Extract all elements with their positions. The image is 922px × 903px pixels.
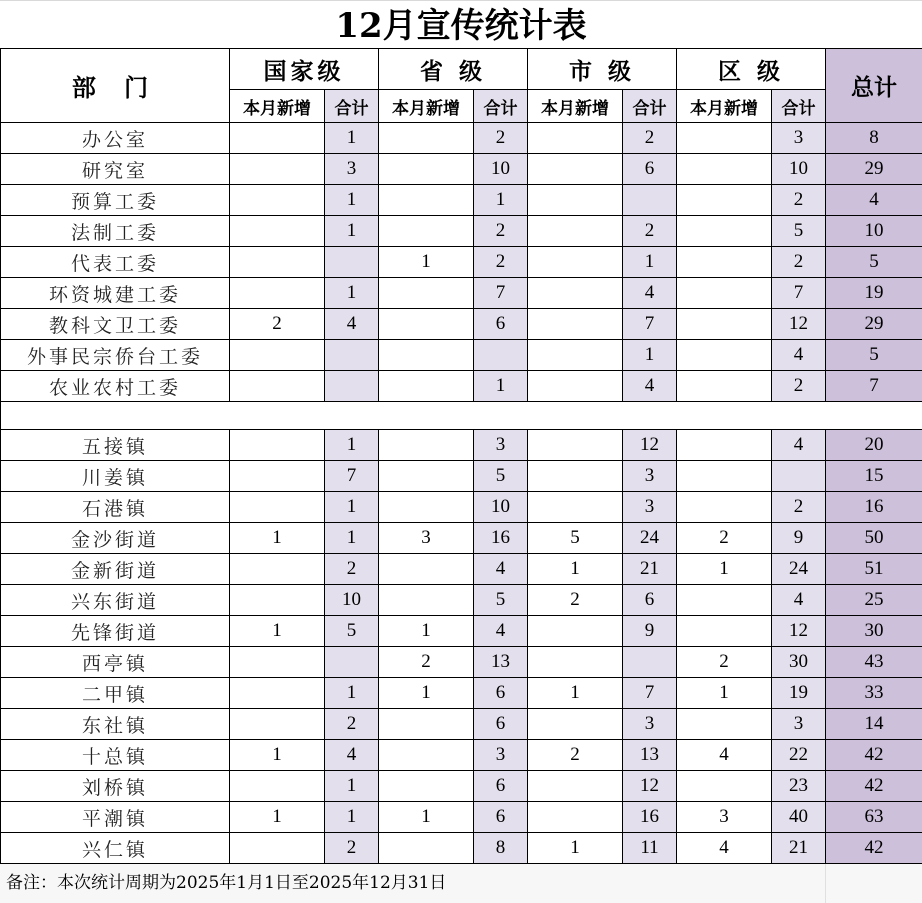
district-sum-cell[interactable]: 12 bbox=[772, 309, 826, 340]
district-sum-cell[interactable]: 4 bbox=[772, 340, 826, 371]
city-sum-cell[interactable]: 16 bbox=[623, 802, 677, 833]
province-new-cell[interactable] bbox=[379, 278, 474, 309]
district-new-cell[interactable] bbox=[677, 492, 772, 523]
city-new-cell[interactable]: 1 bbox=[528, 554, 623, 585]
national-sum-cell[interactable] bbox=[325, 247, 379, 278]
province-new-cell[interactable] bbox=[379, 709, 474, 740]
city-new-cell[interactable] bbox=[528, 247, 623, 278]
total-cell[interactable]: 51 bbox=[826, 554, 922, 585]
city-sum-cell[interactable]: 2 bbox=[623, 216, 677, 247]
district-new-cell[interactable] bbox=[677, 709, 772, 740]
district-new-cell[interactable]: 4 bbox=[677, 740, 772, 771]
dept-cell[interactable]: 石港镇 bbox=[1, 492, 230, 523]
city-sum-cell[interactable]: 13 bbox=[623, 740, 677, 771]
national-sum-cell[interactable]: 1 bbox=[325, 123, 379, 154]
city-sum-cell[interactable]: 21 bbox=[623, 554, 677, 585]
city-sum-cell[interactable]: 24 bbox=[623, 523, 677, 554]
national-sum-cell[interactable]: 1 bbox=[325, 802, 379, 833]
national-sum-cell[interactable]: 4 bbox=[325, 309, 379, 340]
table-row bbox=[1, 340, 922, 371]
national-new-cell[interactable] bbox=[230, 340, 325, 371]
district-new-cell[interactable] bbox=[677, 340, 772, 371]
national-sum-cell[interactable]: 7 bbox=[325, 461, 379, 492]
province-new-cell[interactable] bbox=[379, 185, 474, 216]
national-sum-cell[interactable]: 4 bbox=[325, 740, 379, 771]
total-cell[interactable]: 30 bbox=[826, 616, 922, 647]
district-new-cell[interactable] bbox=[677, 616, 772, 647]
national-sum-cell[interactable]: 5 bbox=[325, 616, 379, 647]
city-sum-cell[interactable]: 12 bbox=[623, 430, 677, 461]
dept-cell[interactable]: 先锋街道 bbox=[1, 616, 230, 647]
dept-cell[interactable]: 教科文卫工委 bbox=[1, 309, 230, 340]
city-sum-cell[interactable]: 1 bbox=[623, 247, 677, 278]
province-sum-cell[interactable]: 1 bbox=[474, 185, 528, 216]
table-row bbox=[1, 461, 922, 492]
province-new-cell[interactable]: 1 bbox=[379, 616, 474, 647]
city-sum-cell[interactable] bbox=[623, 185, 677, 216]
city-sum-cell[interactable]: 9 bbox=[623, 616, 677, 647]
table-row bbox=[1, 740, 922, 771]
table-row bbox=[1, 154, 922, 185]
district-sum-cell[interactable]: 7 bbox=[772, 278, 826, 309]
city-sum-cell[interactable]: 7 bbox=[623, 678, 677, 709]
province-sum-cell[interactable] bbox=[474, 340, 528, 371]
header-dept: 部 门 bbox=[1, 49, 230, 123]
province-sum-cell[interactable]: 10 bbox=[474, 492, 528, 523]
district-sum-cell[interactable]: 2 bbox=[772, 492, 826, 523]
city-new-cell[interactable] bbox=[528, 340, 623, 371]
province-sum-cell[interactable]: 6 bbox=[474, 709, 528, 740]
province-sum-cell[interactable]: 10 bbox=[474, 154, 528, 185]
dept-cell[interactable]: 川姜镇 bbox=[1, 461, 230, 492]
national-new-cell[interactable]: 1 bbox=[230, 616, 325, 647]
national-new-cell[interactable] bbox=[230, 247, 325, 278]
stats-table bbox=[0, 48, 922, 864]
city-new-cell[interactable] bbox=[528, 185, 623, 216]
national-new-cell[interactable] bbox=[230, 678, 325, 709]
province-sum-cell[interactable]: 16 bbox=[474, 523, 528, 554]
dept-cell[interactable]: 东社镇 bbox=[1, 709, 230, 740]
header-province-sum: 合计 bbox=[474, 90, 528, 123]
city-new-cell[interactable] bbox=[528, 616, 623, 647]
table-row bbox=[1, 123, 922, 154]
total-cell[interactable]: 8 bbox=[826, 123, 922, 154]
total-cell[interactable]: 19 bbox=[826, 278, 922, 309]
district-new-cell[interactable] bbox=[677, 771, 772, 802]
province-new-cell[interactable] bbox=[379, 216, 474, 247]
national-new-cell[interactable] bbox=[230, 585, 325, 616]
national-new-cell[interactable]: 1 bbox=[230, 523, 325, 554]
province-new-cell[interactable]: 2 bbox=[379, 647, 474, 678]
national-sum-cell[interactable]: 10 bbox=[325, 585, 379, 616]
dept-cell[interactable]: 研究室 bbox=[1, 154, 230, 185]
city-new-cell[interactable] bbox=[528, 430, 623, 461]
district-sum-cell[interactable]: 12 bbox=[772, 616, 826, 647]
district-sum-cell[interactable]: 2 bbox=[772, 371, 826, 402]
city-sum-cell[interactable]: 4 bbox=[623, 371, 677, 402]
national-new-cell[interactable] bbox=[230, 154, 325, 185]
total-cell[interactable]: 50 bbox=[826, 523, 922, 554]
city-new-cell[interactable]: 5 bbox=[528, 523, 623, 554]
province-sum-cell[interactable]: 7 bbox=[474, 278, 528, 309]
national-new-cell[interactable] bbox=[230, 771, 325, 802]
dept-cell[interactable]: 刘桥镇 bbox=[1, 771, 230, 802]
table-row bbox=[1, 371, 922, 402]
table-row bbox=[1, 709, 922, 740]
province-new-cell[interactable] bbox=[379, 430, 474, 461]
district-new-cell[interactable] bbox=[677, 461, 772, 492]
district-sum-cell[interactable]: 3 bbox=[772, 709, 826, 740]
city-new-cell[interactable] bbox=[528, 709, 623, 740]
dept-cell[interactable]: 平潮镇 bbox=[1, 802, 230, 833]
province-sum-cell[interactable]: 5 bbox=[474, 585, 528, 616]
dept-cell[interactable]: 五接镇 bbox=[1, 430, 230, 461]
table-body bbox=[1, 123, 922, 864]
dept-cell[interactable]: 法制工委 bbox=[1, 216, 230, 247]
national-sum-cell[interactable]: 1 bbox=[325, 278, 379, 309]
province-new-cell[interactable] bbox=[379, 585, 474, 616]
table-row bbox=[1, 278, 922, 309]
province-sum-cell[interactable]: 4 bbox=[474, 554, 528, 585]
dept-cell[interactable]: 兴东街道 bbox=[1, 585, 230, 616]
header-city-sum: 合计 bbox=[623, 90, 677, 123]
district-new-cell[interactable]: 2 bbox=[677, 647, 772, 678]
province-new-cell[interactable] bbox=[379, 123, 474, 154]
dept-cell[interactable]: 环资城建工委 bbox=[1, 278, 230, 309]
province-new-cell[interactable] bbox=[379, 771, 474, 802]
district-new-cell[interactable] bbox=[677, 585, 772, 616]
province-new-cell[interactable] bbox=[379, 371, 474, 402]
dept-cell[interactable]: 金新街道 bbox=[1, 554, 230, 585]
district-new-cell[interactable]: 3 bbox=[677, 802, 772, 833]
total-cell[interactable]: 42 bbox=[826, 833, 922, 864]
national-new-cell[interactable] bbox=[230, 833, 325, 864]
district-new-cell[interactable] bbox=[677, 309, 772, 340]
province-new-cell[interactable] bbox=[379, 492, 474, 523]
header-province-new: 本月新增 bbox=[379, 90, 474, 123]
district-sum-cell[interactable] bbox=[772, 461, 826, 492]
national-new-cell[interactable] bbox=[230, 278, 325, 309]
national-sum-cell[interactable]: 1 bbox=[325, 771, 379, 802]
table-row bbox=[1, 523, 922, 554]
province-sum-cell[interactable]: 1 bbox=[474, 371, 528, 402]
total-cell[interactable]: 14 bbox=[826, 709, 922, 740]
city-new-cell[interactable] bbox=[528, 309, 623, 340]
district-sum-cell[interactable]: 40 bbox=[772, 802, 826, 833]
district-sum-cell[interactable]: 5 bbox=[772, 216, 826, 247]
national-sum-cell[interactable]: 1 bbox=[325, 216, 379, 247]
city-sum-cell[interactable]: 3 bbox=[623, 709, 677, 740]
province-sum-cell[interactable]: 3 bbox=[474, 430, 528, 461]
city-new-cell[interactable]: 2 bbox=[528, 740, 623, 771]
province-sum-cell[interactable]: 6 bbox=[474, 309, 528, 340]
dept-cell[interactable]: 代表工委 bbox=[1, 247, 230, 278]
total-cell[interactable]: 43 bbox=[826, 647, 922, 678]
dept-cell[interactable]: 兴仁镇 bbox=[1, 833, 230, 864]
district-new-cell[interactable] bbox=[677, 430, 772, 461]
national-sum-cell[interactable]: 1 bbox=[325, 185, 379, 216]
district-sum-cell[interactable]: 3 bbox=[772, 123, 826, 154]
province-sum-cell[interactable]: 8 bbox=[474, 833, 528, 864]
table-row bbox=[1, 771, 922, 802]
province-new-cell[interactable]: 3 bbox=[379, 523, 474, 554]
city-new-cell[interactable] bbox=[528, 154, 623, 185]
header-total: 总计 bbox=[826, 49, 922, 123]
total-cell[interactable]: 4 bbox=[826, 185, 922, 216]
city-sum-cell[interactable]: 4 bbox=[623, 278, 677, 309]
national-sum-cell[interactable]: 1 bbox=[325, 523, 379, 554]
national-new-cell[interactable] bbox=[230, 123, 325, 154]
header-province: 省 级 bbox=[379, 49, 528, 90]
city-new-cell[interactable]: 2 bbox=[528, 585, 623, 616]
separator-cell bbox=[1, 402, 922, 430]
district-sum-cell[interactable]: 22 bbox=[772, 740, 826, 771]
city-new-cell[interactable] bbox=[528, 371, 623, 402]
city-new-cell[interactable] bbox=[528, 771, 623, 802]
district-sum-cell[interactable]: 2 bbox=[772, 185, 826, 216]
province-new-cell[interactable]: 1 bbox=[379, 678, 474, 709]
table-row bbox=[1, 585, 922, 616]
national-new-cell[interactable]: 1 bbox=[230, 740, 325, 771]
total-cell[interactable]: 42 bbox=[826, 771, 922, 802]
district-sum-cell[interactable]: 24 bbox=[772, 554, 826, 585]
province-sum-cell[interactable]: 2 bbox=[474, 123, 528, 154]
national-new-cell[interactable] bbox=[230, 371, 325, 402]
table-row bbox=[1, 554, 922, 585]
table-row bbox=[1, 616, 922, 647]
city-new-cell[interactable]: 1 bbox=[528, 833, 623, 864]
province-sum-cell[interactable]: 6 bbox=[474, 771, 528, 802]
footnote: 备注：本次统计周期为2025年1月1日至2025年12月31日 bbox=[0, 864, 922, 903]
district-new-cell[interactable] bbox=[677, 247, 772, 278]
national-new-cell[interactable] bbox=[230, 216, 325, 247]
province-new-cell[interactable] bbox=[379, 740, 474, 771]
city-sum-cell[interactable]: 6 bbox=[623, 154, 677, 185]
district-sum-cell[interactable]: 10 bbox=[772, 154, 826, 185]
total-cell[interactable]: 29 bbox=[826, 154, 922, 185]
city-sum-cell[interactable]: 12 bbox=[623, 771, 677, 802]
district-sum-cell[interactable]: 19 bbox=[772, 678, 826, 709]
national-new-cell[interactable]: 1 bbox=[230, 802, 325, 833]
total-cell[interactable]: 5 bbox=[826, 247, 922, 278]
national-new-cell[interactable]: 2 bbox=[230, 309, 325, 340]
national-sum-cell[interactable]: 2 bbox=[325, 554, 379, 585]
city-sum-cell[interactable]: 3 bbox=[623, 461, 677, 492]
table-row bbox=[1, 492, 922, 523]
total-cell[interactable]: 5 bbox=[826, 340, 922, 371]
national-new-cell[interactable] bbox=[230, 185, 325, 216]
district-new-cell[interactable]: 4 bbox=[677, 833, 772, 864]
province-new-cell[interactable] bbox=[379, 833, 474, 864]
dept-cell[interactable]: 办公室 bbox=[1, 123, 230, 154]
city-new-cell[interactable] bbox=[528, 647, 623, 678]
city-sum-cell[interactable]: 11 bbox=[623, 833, 677, 864]
city-new-cell[interactable] bbox=[528, 123, 623, 154]
national-sum-cell[interactable]: 1 bbox=[325, 430, 379, 461]
district-sum-cell[interactable]: 21 bbox=[772, 833, 826, 864]
city-new-cell[interactable] bbox=[528, 461, 623, 492]
district-sum-cell[interactable]: 4 bbox=[772, 430, 826, 461]
province-new-cell[interactable]: 1 bbox=[379, 247, 474, 278]
separator-row bbox=[1, 402, 922, 430]
national-new-cell[interactable] bbox=[230, 492, 325, 523]
table-row bbox=[1, 678, 922, 709]
city-new-cell[interactable] bbox=[528, 492, 623, 523]
district-new-cell[interactable] bbox=[677, 185, 772, 216]
national-new-cell[interactable] bbox=[230, 647, 325, 678]
header-district-new: 本月新增 bbox=[677, 90, 772, 123]
district-sum-cell[interactable]: 2 bbox=[772, 247, 826, 278]
city-sum-cell[interactable] bbox=[623, 647, 677, 678]
district-new-cell[interactable]: 1 bbox=[677, 678, 772, 709]
header-district-sum: 合计 bbox=[772, 90, 826, 123]
header-national-new: 本月新增 bbox=[230, 90, 325, 123]
province-sum-cell[interactable]: 5 bbox=[474, 461, 528, 492]
province-sum-cell[interactable]: 13 bbox=[474, 647, 528, 678]
national-sum-cell[interactable]: 2 bbox=[325, 833, 379, 864]
total-cell[interactable]: 16 bbox=[826, 492, 922, 523]
province-new-cell[interactable]: 1 bbox=[379, 802, 474, 833]
city-new-cell[interactable]: 1 bbox=[528, 678, 623, 709]
national-new-cell[interactable] bbox=[230, 430, 325, 461]
national-new-cell[interactable] bbox=[230, 709, 325, 740]
city-sum-cell[interactable]: 3 bbox=[623, 492, 677, 523]
city-sum-cell[interactable]: 6 bbox=[623, 585, 677, 616]
total-cell[interactable]: 20 bbox=[826, 430, 922, 461]
total-cell[interactable]: 33 bbox=[826, 678, 922, 709]
total-cell[interactable]: 29 bbox=[826, 309, 922, 340]
total-cell[interactable]: 7 bbox=[826, 371, 922, 402]
province-sum-cell[interactable]: 3 bbox=[474, 740, 528, 771]
province-sum-cell[interactable]: 6 bbox=[474, 678, 528, 709]
district-new-cell[interactable] bbox=[677, 371, 772, 402]
province-sum-cell[interactable]: 6 bbox=[474, 802, 528, 833]
district-new-cell[interactable]: 1 bbox=[677, 554, 772, 585]
sheet-title: 12月宣传统计表 bbox=[0, 0, 922, 48]
province-new-cell[interactable] bbox=[379, 340, 474, 371]
header-row-levels bbox=[1, 49, 922, 90]
total-cell[interactable]: 63 bbox=[826, 802, 922, 833]
national-new-cell[interactable] bbox=[230, 461, 325, 492]
district-sum-cell[interactable]: 30 bbox=[772, 647, 826, 678]
table-row bbox=[1, 309, 922, 340]
table-row bbox=[1, 185, 922, 216]
city-sum-cell[interactable]: 7 bbox=[623, 309, 677, 340]
table-row bbox=[1, 247, 922, 278]
national-sum-cell[interactable]: 1 bbox=[325, 492, 379, 523]
national-sum-cell[interactable] bbox=[325, 647, 379, 678]
national-sum-cell[interactable]: 1 bbox=[325, 678, 379, 709]
table-row bbox=[1, 216, 922, 247]
district-sum-cell[interactable]: 23 bbox=[772, 771, 826, 802]
city-new-cell[interactable] bbox=[528, 216, 623, 247]
province-new-cell[interactable] bbox=[379, 554, 474, 585]
national-sum-cell[interactable] bbox=[325, 371, 379, 402]
gridline bbox=[825, 864, 826, 903]
national-sum-cell[interactable]: 3 bbox=[325, 154, 379, 185]
dept-cell[interactable]: 预算工委 bbox=[1, 185, 230, 216]
dept-cell[interactable]: 农业农村工委 bbox=[1, 371, 230, 402]
province-new-cell[interactable] bbox=[379, 154, 474, 185]
table-row bbox=[1, 802, 922, 833]
city-new-cell[interactable] bbox=[528, 802, 623, 833]
dept-cell[interactable]: 十总镇 bbox=[1, 740, 230, 771]
national-new-cell[interactable] bbox=[230, 554, 325, 585]
national-sum-cell[interactable]: 2 bbox=[325, 709, 379, 740]
table-row bbox=[1, 430, 922, 461]
district-new-cell[interactable] bbox=[677, 154, 772, 185]
header-national: 国家级 bbox=[230, 49, 379, 90]
dept-cell[interactable]: 二甲镇 bbox=[1, 678, 230, 709]
city-sum-cell[interactable]: 2 bbox=[623, 123, 677, 154]
district-new-cell[interactable] bbox=[677, 123, 772, 154]
province-sum-cell[interactable]: 4 bbox=[474, 616, 528, 647]
total-cell[interactable]: 10 bbox=[826, 216, 922, 247]
province-sum-cell[interactable]: 2 bbox=[474, 216, 528, 247]
table-row bbox=[1, 833, 922, 864]
dept-cell[interactable]: 金沙街道 bbox=[1, 523, 230, 554]
district-sum-cell[interactable]: 4 bbox=[772, 585, 826, 616]
dept-cell[interactable]: 西亭镇 bbox=[1, 647, 230, 678]
national-sum-cell[interactable] bbox=[325, 340, 379, 371]
district-new-cell[interactable]: 2 bbox=[677, 523, 772, 554]
total-cell[interactable]: 42 bbox=[826, 740, 922, 771]
city-sum-cell[interactable]: 1 bbox=[623, 340, 677, 371]
district-new-cell[interactable] bbox=[677, 216, 772, 247]
header-city-new: 本月新增 bbox=[528, 90, 623, 123]
header-district: 区 级 bbox=[677, 49, 826, 90]
header-national-sum: 合计 bbox=[325, 90, 379, 123]
dept-cell[interactable]: 外事民宗侨台工委 bbox=[1, 340, 230, 371]
district-sum-cell[interactable]: 9 bbox=[772, 523, 826, 554]
city-new-cell[interactable] bbox=[528, 278, 623, 309]
total-cell[interactable]: 15 bbox=[826, 461, 922, 492]
province-sum-cell[interactable]: 2 bbox=[474, 247, 528, 278]
header-city: 市 级 bbox=[528, 49, 677, 90]
district-new-cell[interactable] bbox=[677, 278, 772, 309]
province-new-cell[interactable] bbox=[379, 461, 474, 492]
province-new-cell[interactable] bbox=[379, 309, 474, 340]
total-cell[interactable]: 25 bbox=[826, 585, 922, 616]
table-row bbox=[1, 647, 922, 678]
